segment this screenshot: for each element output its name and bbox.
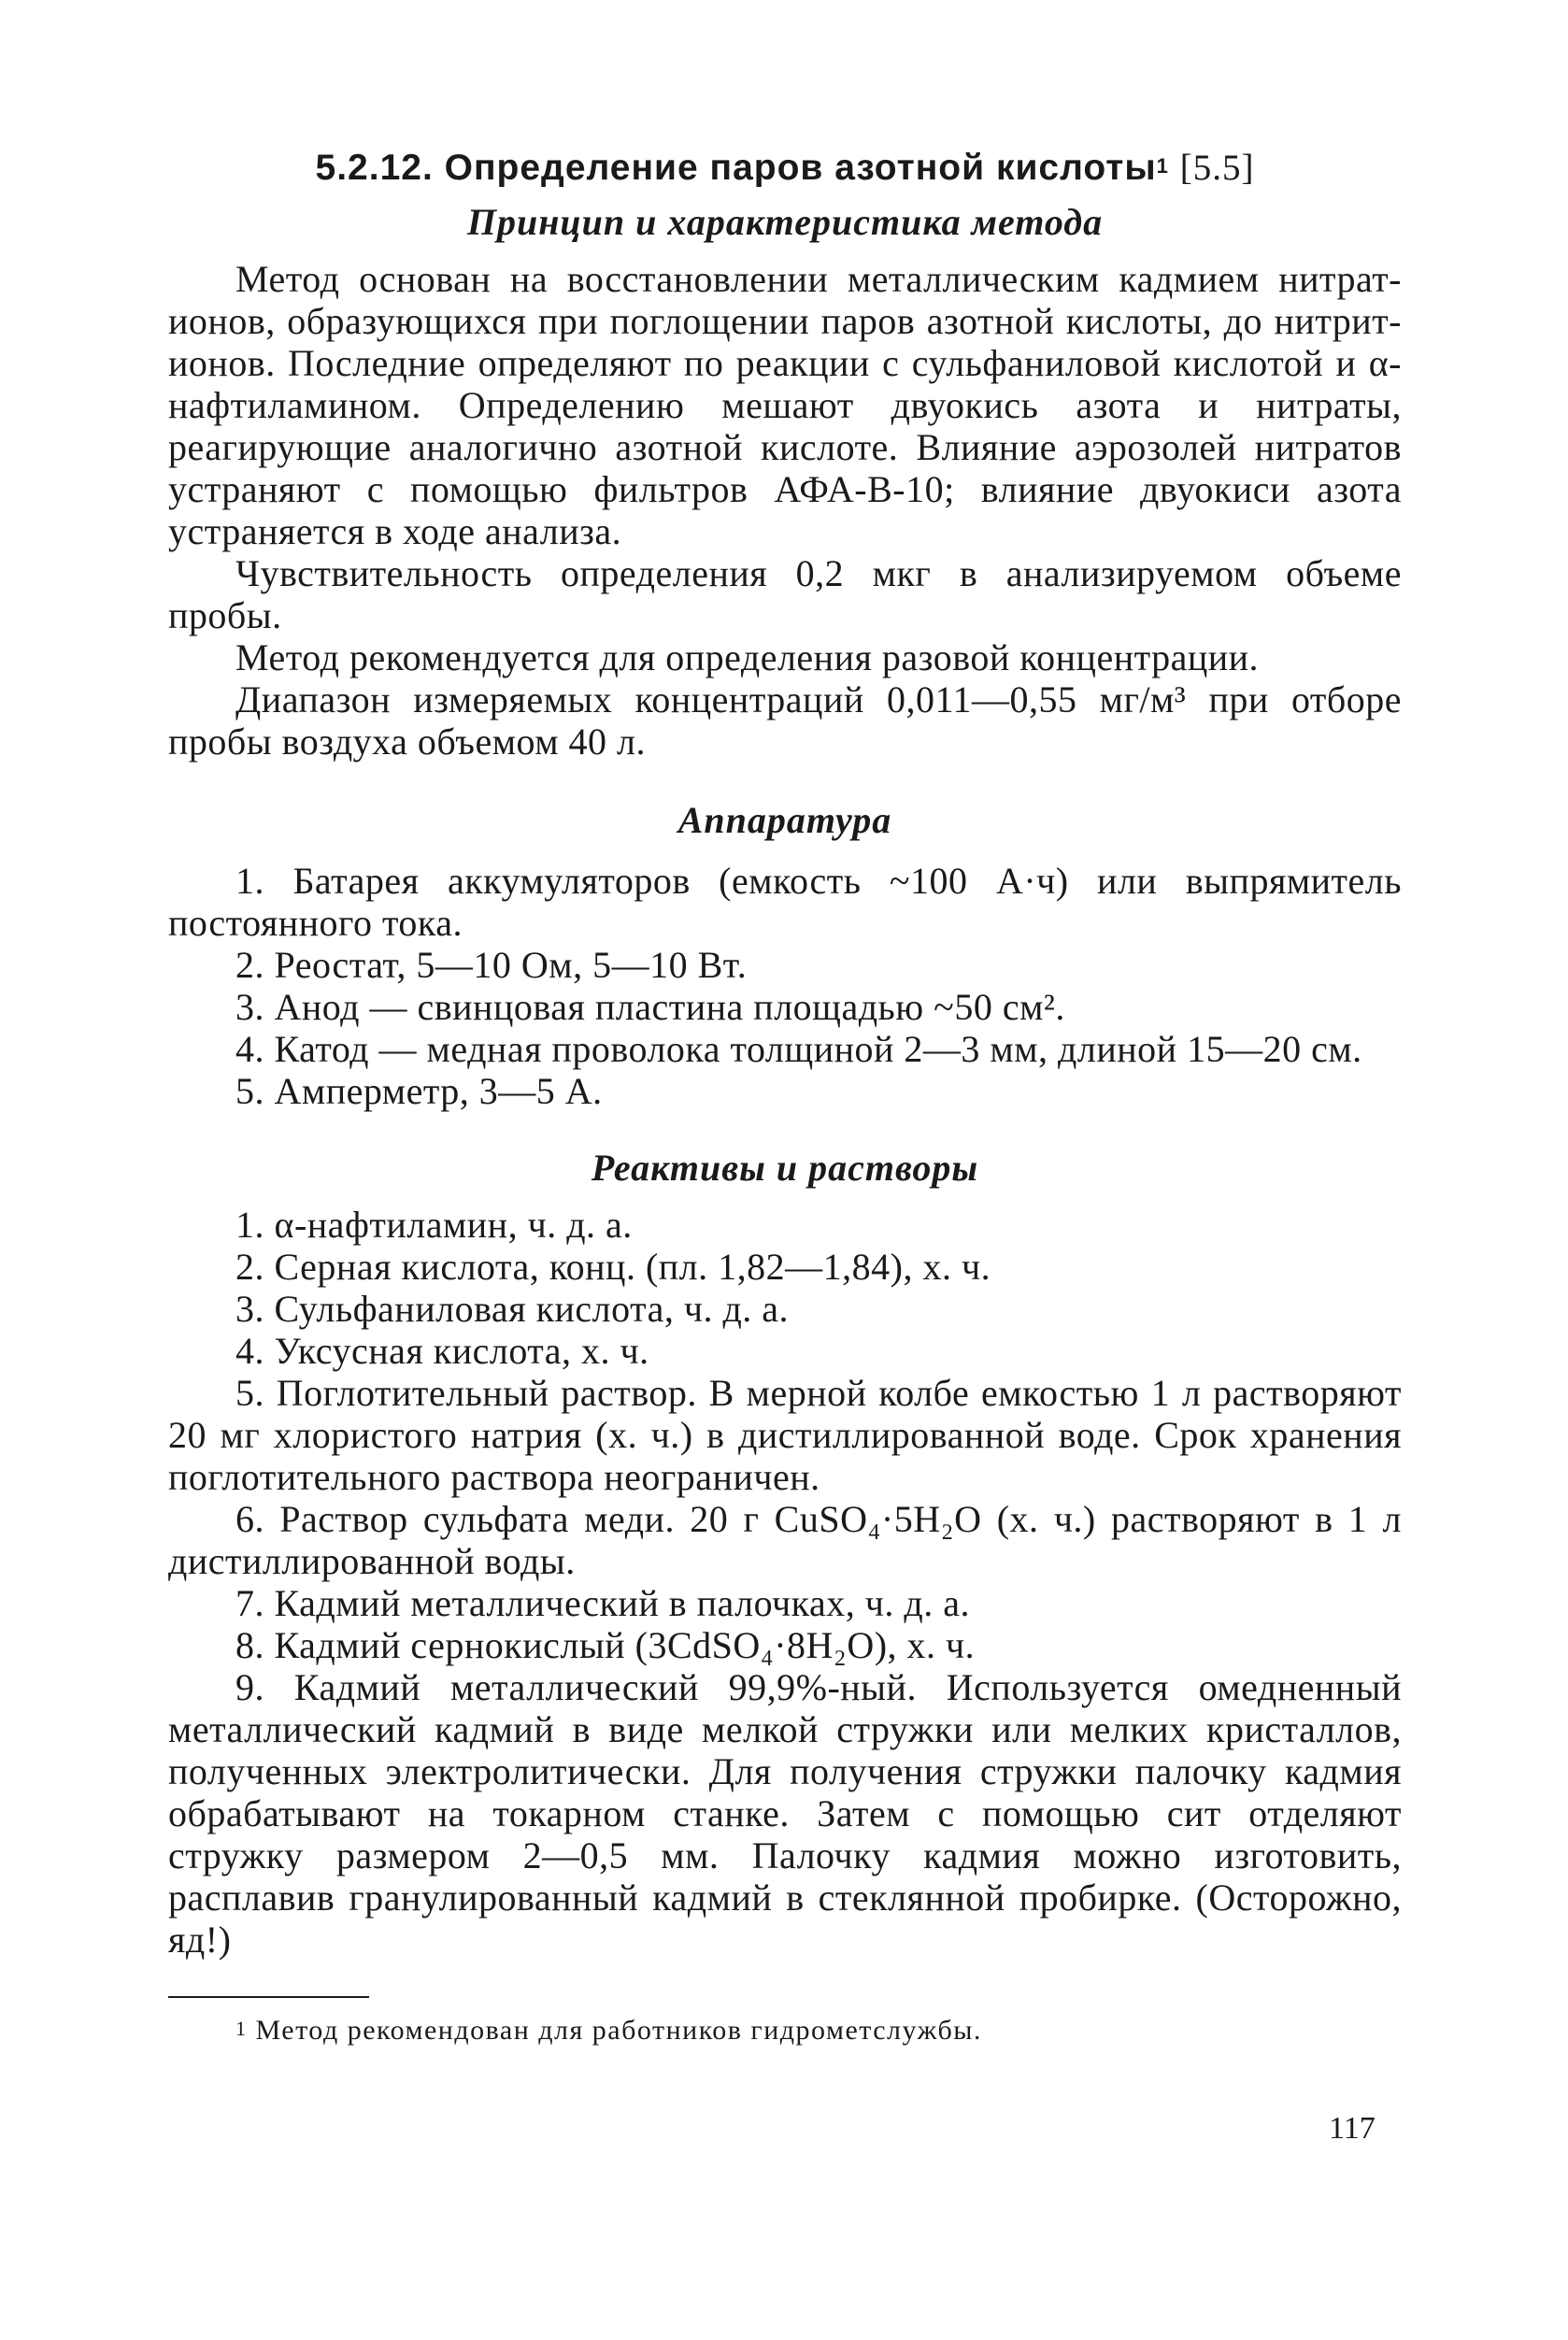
section-number: 5.2.12. (315, 148, 434, 188)
reagent-item: 8. Кадмий сернокислый (3CdSO₄·8H₂O), х. ч. (235, 1624, 976, 1666)
principle-paragraph: Чувствительность определения 0,2 мкг в анализируемом объеме пробы. (168, 552, 1402, 636)
principle-paragraph: Метод рекомендуется для определения разовой концентрации. (235, 636, 1260, 678)
footnote-text: Метод рекомендован для работников гидрометслужбы. (255, 2015, 982, 2046)
principle-heading: Принцип и характеристика метода (466, 201, 1104, 243)
reagent-item: 2. Серная кислота, конц. (пл. 1,82—1,84), х. ч. (235, 1246, 991, 1288)
page-number: 117 (1329, 2111, 1376, 2146)
reagent-item: 5. Поглотительный раствор. В мерной колбе емкостью 1 л растворяют 20 мг хлористого натрия (х. ч.) в дистиллированной воде. Срок хранения поглотительного раствора неограничен. (168, 1372, 1402, 1498)
reagent-item: 7. Кадмий металлический в палочках, ч. д. а. (235, 1582, 970, 1624)
footnote-marker: 1 (1156, 154, 1169, 178)
reagent-item: 6. Раствор сульфата меди. 20 г CuSO₄·5H₂O (х. ч.) растворяют в 1 л дистиллированной воды. (168, 1498, 1402, 1582)
principle-section (168, 258, 1402, 763)
reagents-heading: Реактивы и растворы (591, 1147, 979, 1189)
apparatus-item: 1. Батарея аккумуляторов (емкость ~100 А·ч) или выпрямитель постоянного тока. (168, 860, 1402, 944)
reagent-item: 9. Кадмий металлический 99,9%-ный. Используется омедненный металлический кадмий в виде мелкой стружки или мелких кристаллов, полученных электролитически. Для получения стружки палочку кадмия обрабатывают на токарном станке. Затем с помощью сит отделяют стружку размером 2—0,5 мм. Палочку кадмия можно изготовить, расплавив гранулированный кадмий в стеклянной пробирке. (Осторожно, яд!) (168, 1666, 1402, 1961)
footnote-divider (168, 1996, 369, 1998)
footnote (168, 2013, 1402, 2048)
reagent-item: 1. α-нафтиламин, ч. д. а. (235, 1204, 633, 1246)
apparatus-item: 4. Катод — медная проволока толщиной 2—3 мм, длиной 15—20 см. (235, 1028, 1362, 1070)
apparatus-item: 2. Реостат, 5—10 Ом, 5—10 Вт. (235, 944, 748, 986)
reference: [5.5] (1179, 148, 1255, 188)
principle-paragraph: Диапазон измеряемых концентраций 0,011—0,55 мг/м³ при отборе пробы воздуха объемом 40 л. (168, 678, 1402, 763)
apparatus-heading: Аппаратура (677, 799, 892, 841)
principle-paragraph: Метод основан на восстановлении металлическим кадмием нитрат-ионов, образующихся при поглощении паров азотной кислоты, до нитрит-ионов. Последние определяют по реакции с сульфаниловой кислотой и α-нафтиламином. Определению мешают двуокись азота и нитраты, реагирующие аналогично азотной кислоте. Влияние аэрозолей нитратов устраняют с помощью фильтров АФА-В-10; влияние двуокиси азота устраняется в ходе анализа. (168, 258, 1402, 552)
apparatus-item: 5. Амперметр, 3—5 А. (235, 1070, 603, 1112)
footnote-marker-bottom: 1 (235, 2017, 248, 2040)
apparatus-list (168, 860, 1402, 1112)
reagents-list (168, 1204, 1402, 1961)
document-page (168, 140, 1402, 2048)
section-title: Определение паров азотной кислоты (444, 148, 1157, 188)
section-heading (168, 140, 1402, 196)
apparatus-item: 3. Анод — свинцовая пластина площадью ~50 см². (235, 986, 1065, 1028)
reagent-item: 3. Сульфаниловая кислота, ч. д. а. (235, 1288, 790, 1330)
reagent-item: 4. Уксусная кислота, х. ч. (235, 1330, 649, 1372)
